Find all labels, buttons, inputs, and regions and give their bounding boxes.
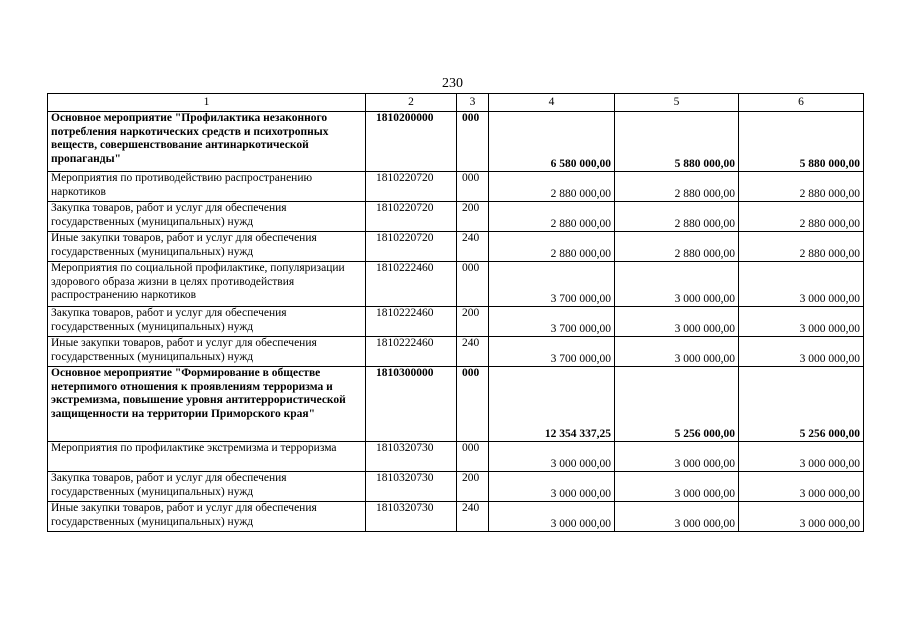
row-value-6-cell: 5 256 000,00 (739, 367, 864, 442)
row-value-6-cell: 5 880 000,00 (739, 112, 864, 172)
row-code-cell: 1810222460 (366, 262, 457, 307)
row-value-4-cell: 6 580 000,00 (489, 112, 615, 172)
table-row (48, 367, 864, 442)
row-value-4-cell: 3 000 000,00 (489, 502, 615, 532)
row-code-cell: 1810320730 (366, 472, 457, 502)
header-cell-5: 5 (615, 94, 739, 112)
row-type-cell: 000 (457, 172, 489, 202)
row-value-5-cell: 2 880 000,00 (615, 232, 739, 262)
row-code-cell: 1810300000 (366, 367, 457, 442)
row-value-6-cell: 2 880 000,00 (739, 202, 864, 232)
row-code-cell: 1810200000 (366, 112, 457, 172)
row-code-cell: 1810220720 (366, 172, 457, 202)
row-value-6-cell: 3 000 000,00 (739, 442, 864, 472)
header-cell-6: 6 (739, 94, 864, 112)
table-row (48, 472, 864, 502)
row-code-cell: 1810220720 (366, 202, 457, 232)
row-value-4-cell: 2 880 000,00 (489, 172, 615, 202)
row-value-4-cell: 3 700 000,00 (489, 262, 615, 307)
row-name-cell: Основное мероприятие "Формирование в обществе нетерпимого отношения к проявлениям терроризма и экстремизма, повышение уровня антитеррористической защищенности на территории Приморского края" (48, 367, 366, 442)
table-row (48, 112, 864, 172)
row-type-cell: 240 (457, 232, 489, 262)
row-value-5-cell: 2 880 000,00 (615, 172, 739, 202)
header-cell-2: 2 (366, 94, 457, 112)
row-name-cell: Иные закупки товаров, работ и услуг для обеспечения государственных (муниципальных) нужд (48, 337, 366, 367)
row-value-6-cell: 3 000 000,00 (739, 502, 864, 532)
header-cell-1: 1 (48, 94, 366, 112)
row-type-cell: 000 (457, 367, 489, 442)
row-type-cell: 200 (457, 472, 489, 502)
header-cell-4: 4 (489, 94, 615, 112)
row-name-cell: Иные закупки товаров, работ и услуг для обеспечения государственных (муниципальных) нужд (48, 502, 366, 532)
row-value-5-cell: 3 000 000,00 (615, 262, 739, 307)
table-row (48, 172, 864, 202)
row-value-5-cell: 3 000 000,00 (615, 307, 739, 337)
row-value-4-cell: 2 880 000,00 (489, 232, 615, 262)
row-value-4-cell: 3 700 000,00 (489, 307, 615, 337)
row-value-6-cell: 2 880 000,00 (739, 172, 864, 202)
row-code-cell: 1810320730 (366, 502, 457, 532)
table-body (48, 94, 864, 532)
row-type-cell: 200 (457, 202, 489, 232)
row-value-5-cell: 3 000 000,00 (615, 337, 739, 367)
row-value-6-cell: 2 880 000,00 (739, 232, 864, 262)
row-type-cell: 240 (457, 337, 489, 367)
row-value-5-cell: 5 880 000,00 (615, 112, 739, 172)
row-value-4-cell: 3 000 000,00 (489, 442, 615, 472)
row-name-cell: Иные закупки товаров, работ и услуг для обеспечения государственных (муниципальных) нужд (48, 232, 366, 262)
row-value-4-cell: 2 880 000,00 (489, 202, 615, 232)
row-value-5-cell: 3 000 000,00 (615, 502, 739, 532)
row-value-6-cell: 3 000 000,00 (739, 337, 864, 367)
row-value-5-cell: 2 880 000,00 (615, 202, 739, 232)
row-value-5-cell: 3 000 000,00 (615, 472, 739, 502)
row-value-5-cell: 5 256 000,00 (615, 367, 739, 442)
row-value-6-cell: 3 000 000,00 (739, 307, 864, 337)
row-name-cell: Мероприятия по социальной профилактике, популяризации здорового образа жизни в целях противодействия распространению наркотиков (48, 262, 366, 307)
page-number: 230 (442, 76, 463, 91)
table-row (48, 262, 864, 307)
row-value-4-cell: 3 000 000,00 (489, 472, 615, 502)
row-type-cell: 000 (457, 262, 489, 307)
row-name-cell: Закупка товаров, работ и услуг для обеспечения государственных (муниципальных) нужд (48, 307, 366, 337)
row-value-6-cell: 3 000 000,00 (739, 262, 864, 307)
budget-table (47, 93, 864, 532)
row-code-cell: 1810222460 (366, 307, 457, 337)
row-type-cell: 000 (457, 112, 489, 172)
row-code-cell: 1810222460 (366, 337, 457, 367)
row-name-cell: Основное мероприятие "Профилактика незаконного потребления наркотических средств и психотропных веществ, совершенствование антинаркотической пропаганды" (48, 112, 366, 172)
table-row (48, 442, 864, 472)
row-name-cell: Мероприятия по профилактике экстремизма и терроризма (48, 442, 366, 472)
table-row (48, 307, 864, 337)
row-value-4-cell: 3 700 000,00 (489, 337, 615, 367)
row-name-cell: Закупка товаров, работ и услуг для обеспечения государственных (муниципальных) нужд (48, 202, 366, 232)
row-type-cell: 240 (457, 502, 489, 532)
row-code-cell: 1810220720 (366, 232, 457, 262)
row-name-cell: Закупка товаров, работ и услуг для обеспечения государственных (муниципальных) нужд (48, 472, 366, 502)
row-type-cell: 200 (457, 307, 489, 337)
row-type-cell: 000 (457, 442, 489, 472)
table-row (48, 232, 864, 262)
header-row (48, 94, 864, 112)
row-value-4-cell: 12 354 337,25 (489, 367, 615, 442)
table-row (48, 337, 864, 367)
row-name-cell: Мероприятия по противодействию распространению наркотиков (48, 172, 366, 202)
row-value-5-cell: 3 000 000,00 (615, 442, 739, 472)
row-code-cell: 1810320730 (366, 442, 457, 472)
row-value-6-cell: 3 000 000,00 (739, 472, 864, 502)
header-cell-3: 3 (457, 94, 489, 112)
table-row (48, 502, 864, 532)
table-row (48, 202, 864, 232)
